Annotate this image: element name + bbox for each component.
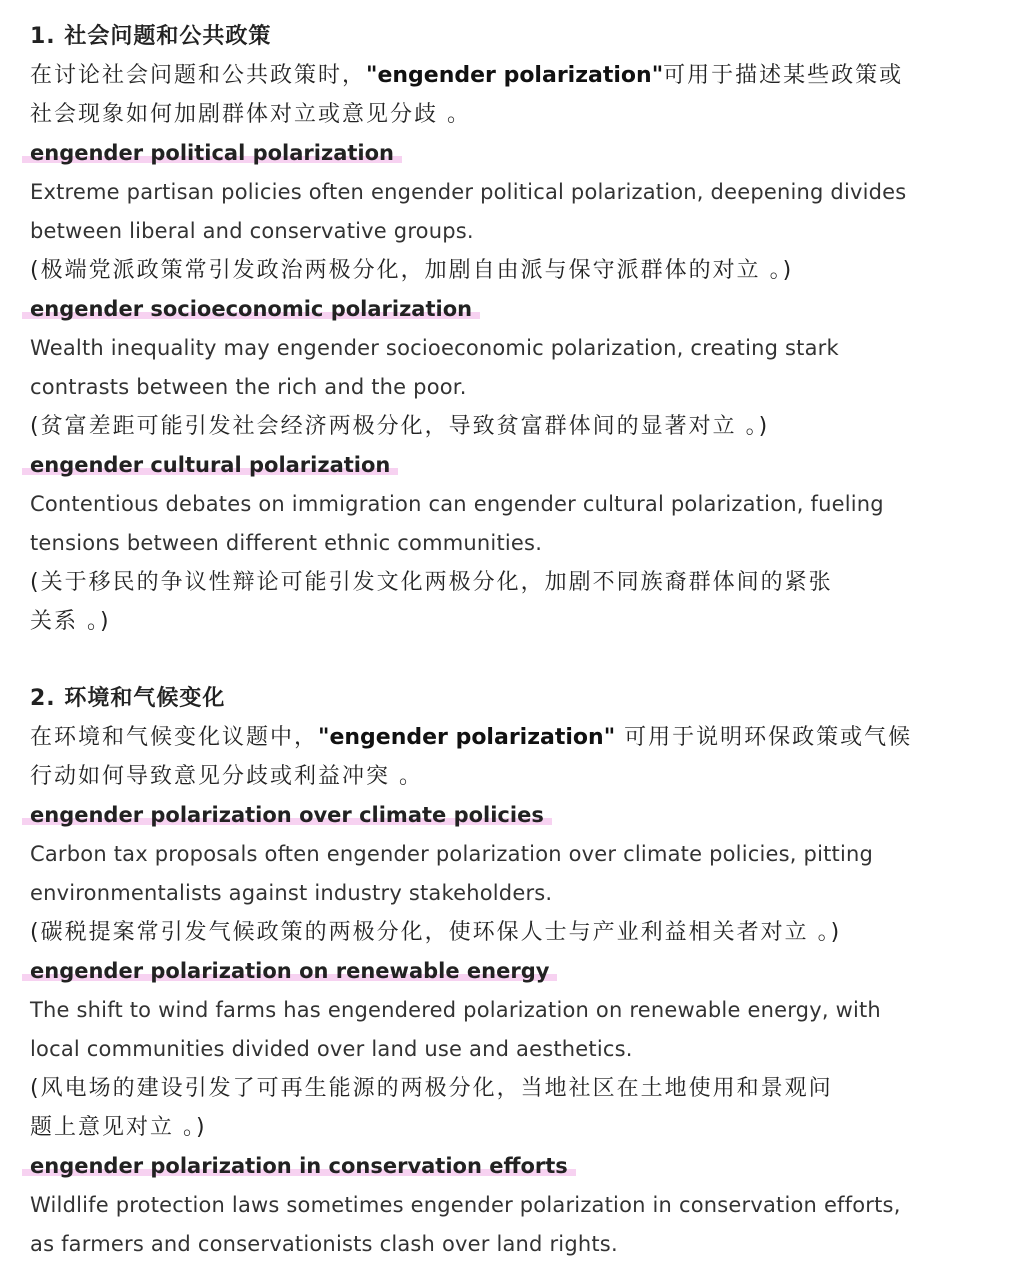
example-sentence-line: environmentalists against industry stakeholders. — [30, 881, 553, 905]
section-intro-line — [30, 718, 984, 757]
entry-political — [30, 134, 984, 290]
entry-conservation — [30, 1147, 984, 1264]
section-intro-line: 社会现象如何加剧群体对立或意见分歧 。 — [30, 102, 471, 127]
highlighted-phrase — [30, 952, 984, 991]
example-sentence-line: contrasts between the rich and the poor. — [30, 375, 467, 399]
phrase-text: engender polarization over climate policies — [22, 803, 552, 827]
section-environment — [30, 680, 984, 1264]
example-sentence-line: Contentious debates on immigration can engender cultural polarization, fueling — [30, 492, 884, 516]
example-sentence-line: tensions between different ethnic communities. — [30, 531, 543, 555]
example-sentence-line: Wildlife protection laws sometimes engender polarization in conservation efforts, — [30, 1193, 901, 1217]
translation-line: (贫富差距可能引发社会经济两极分化，导致贫富群体间的显著对立 。) — [30, 414, 770, 439]
phrase-text: engender polarization in conservation efforts — [22, 1154, 576, 1178]
section-intro-line — [30, 56, 984, 95]
entry-socioeconomic — [30, 290, 984, 446]
translation-line: (碳税提案常引发气候政策的两极分化，使环保人士与产业利益相关者对立 。) — [30, 920, 842, 945]
intro-term: "engender polarization" — [366, 63, 664, 88]
phrase-text: engender cultural polarization — [22, 453, 398, 477]
phrase-text: engender socioeconomic polarization — [22, 297, 480, 321]
example-sentence-line: Extreme partisan policies often engender political polarization, deepening divides — [30, 180, 907, 204]
translation-line: (风电场的建设引发了可再生能源的两极分化，当地社区在土地使用和景观问 — [30, 1076, 833, 1101]
intro-text: 在环境和气候变化议题中， — [30, 725, 319, 750]
section-social-issues — [30, 18, 984, 641]
section-spacer — [30, 641, 984, 680]
highlighted-phrase — [30, 796, 984, 835]
entry-renewable-energy — [30, 952, 984, 1147]
entry-cultural — [30, 446, 984, 641]
example-sentence-line: as farmers and conservationists clash over land rights. — [30, 1232, 618, 1256]
example-sentence-line: Carbon tax proposals often engender polarization over climate policies, pitting — [30, 842, 874, 866]
section-heading: 2. 环境和气候变化 — [30, 686, 226, 711]
phrase-text: engender polarization on renewable energy — [22, 959, 557, 983]
intro-text: 在讨论社会问题和公共政策时， — [30, 63, 367, 88]
highlighted-phrase — [30, 1147, 984, 1186]
highlighted-phrase — [30, 290, 984, 329]
example-sentence-line: local communities divided over land use and aesthetics. — [30, 1037, 633, 1061]
translation-line: (极端党派政策常引发政治两极分化，加剧自由派与保守派群体的对立 。) — [30, 258, 794, 283]
translation-line: 题上意见对立 。) — [30, 1115, 207, 1140]
example-sentence-line: Wealth inequality may engender socioeconomic polarization, creating stark — [30, 336, 839, 360]
highlighted-phrase — [30, 446, 984, 485]
intro-text: 可用于描述某些政策或 — [663, 63, 904, 88]
entry-climate-policies — [30, 796, 984, 952]
highlighted-phrase — [30, 134, 984, 173]
translation-line: (关于移民的争议性辩论可能引发文化两极分化，加剧不同族裔群体间的紧张 — [30, 570, 833, 595]
example-sentence-line: between liberal and conservative groups. — [30, 219, 474, 243]
section-heading: 1. 社会问题和公共政策 — [30, 24, 272, 49]
section-intro-line: 行动如何导致意见分歧或利益冲突 。 — [30, 764, 423, 789]
phrase-text: engender political polarization — [22, 141, 402, 165]
translation-line: 关系 。) — [30, 609, 111, 634]
intro-term: "engender polarization" — [318, 725, 616, 750]
intro-text: 可用于说明环保政策或气候 — [615, 725, 913, 750]
example-sentence-line: The shift to wind farms has engendered polarization on renewable energy, with — [30, 998, 881, 1022]
